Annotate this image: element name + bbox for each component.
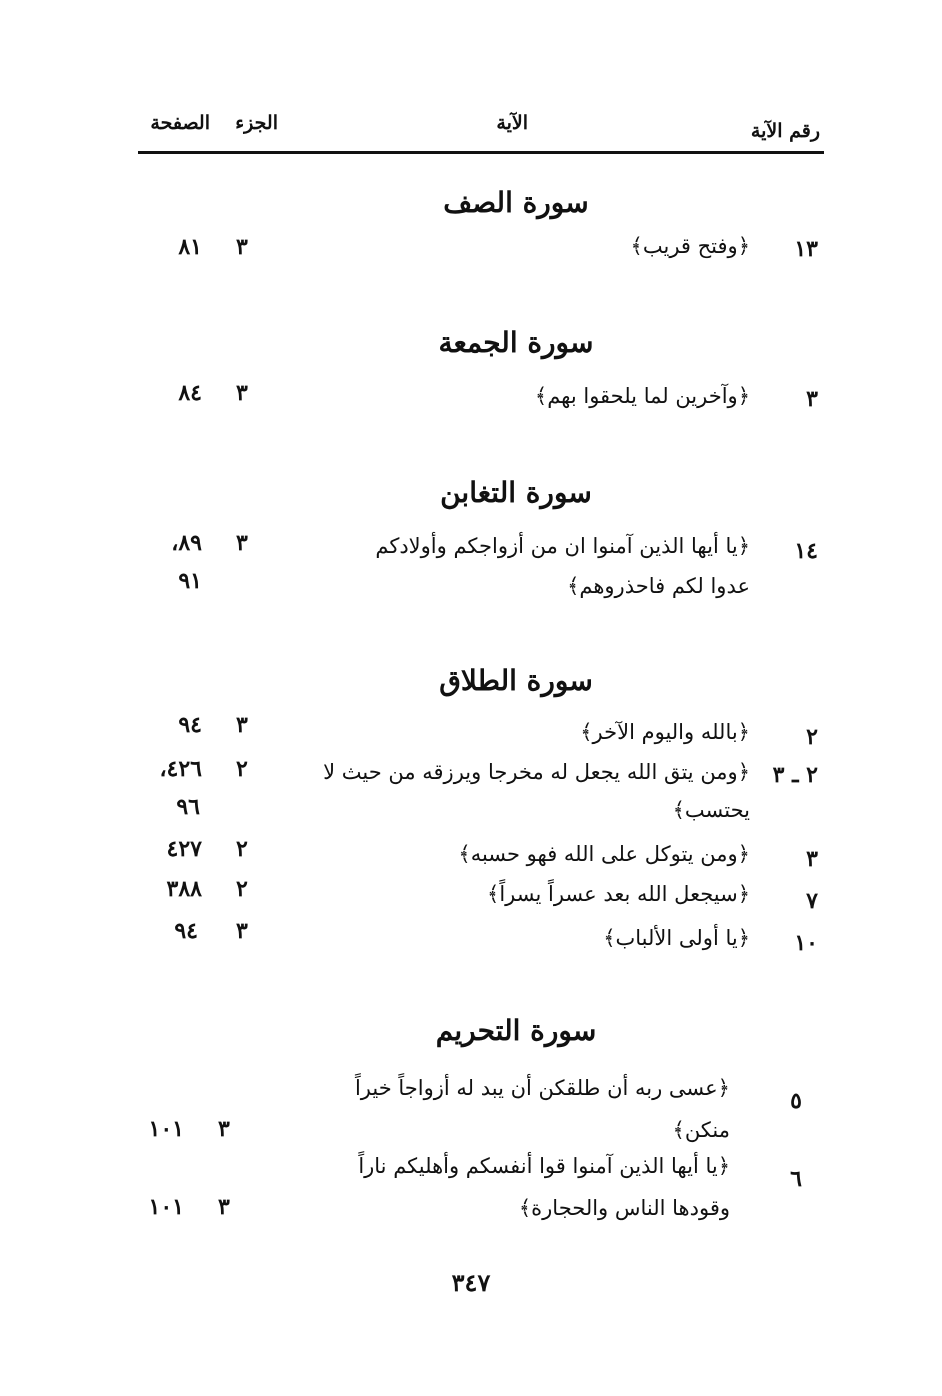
verse-text-line: منكن﴾ bbox=[672, 1118, 730, 1142]
verse-number: ٢ ـ ٣ bbox=[772, 762, 818, 788]
page-ref-continued: ٩٦ bbox=[176, 794, 200, 820]
verse-text: ﴿ومن يتوكل على الله فهو حسبه﴾ bbox=[458, 842, 750, 866]
verse-text-line: يحتسب﴾ bbox=[672, 798, 750, 822]
verse-text-line: ﴿يا أيها الذين آمنوا قوا أنفسكم وأهليكم ناراً bbox=[358, 1154, 730, 1178]
verse-text: ﴿بالله واليوم الآخر﴾ bbox=[580, 720, 750, 744]
verse-text: ﴿سيجعل الله بعد عسراً يسراً﴾ bbox=[487, 882, 750, 906]
verse-text: ﴿وفتح قريب﴾ bbox=[630, 234, 750, 258]
verse-text-line: ﴿يا أيها الذين آمنوا ان من أزواجكم وأولادكم bbox=[375, 534, 750, 558]
header-verse: الآية bbox=[496, 112, 528, 134]
page-ref: ٩٤ bbox=[174, 918, 198, 944]
verse-text-line: عدوا لكم فاحذروهم﴾ bbox=[567, 574, 750, 598]
page-ref: ٩٤ bbox=[178, 712, 202, 738]
surah-title: سورة الطلاق bbox=[439, 664, 593, 697]
part-number: ٢ bbox=[236, 756, 248, 782]
verse-text-line: ﴿ومن يتق الله يجعل له مخرجا ويرزقه من حيث لا bbox=[323, 760, 750, 784]
verse-text: ﴿وآخرين لما يلحقوا بهم﴾ bbox=[534, 384, 750, 408]
verse-text-line: ﴿عسى ربه أن طلقكن أن يبد له أزواجاً خيراً bbox=[354, 1076, 730, 1100]
page-ref: ٨١ bbox=[178, 234, 202, 260]
surah-title: سورة الجمعة bbox=[438, 326, 594, 359]
page-number: ٣٤٧ bbox=[451, 1268, 491, 1297]
header-part: الجزء bbox=[235, 112, 278, 134]
page-ref-continued: ٩١ bbox=[178, 568, 202, 594]
part-number: ٣ bbox=[218, 1194, 230, 1220]
part-number: ٣ bbox=[236, 918, 248, 944]
verse-number: ٦ bbox=[790, 1166, 802, 1192]
verse-number: ١٤ bbox=[794, 538, 818, 564]
part-number: ٢ bbox=[236, 836, 248, 862]
page-ref: ٤٢٧ bbox=[166, 836, 202, 862]
part-number: ٣ bbox=[236, 234, 248, 260]
page-ref: ١٠١ bbox=[148, 1116, 184, 1142]
part-number: ٢ bbox=[236, 876, 248, 902]
header-page: الصفحة bbox=[150, 112, 210, 134]
part-number: ٣ bbox=[236, 712, 248, 738]
table-header bbox=[138, 112, 824, 152]
page-ref: ٨٤ bbox=[178, 380, 202, 406]
surah-title: سورة الصف bbox=[443, 186, 589, 219]
verse-number: ٧ bbox=[806, 888, 818, 914]
verse-number: ١٣ bbox=[794, 236, 818, 262]
header-verse-number: رقم الآية bbox=[750, 120, 820, 142]
page-ref: ٣٨٨ bbox=[166, 876, 202, 902]
verse-number: ٣ bbox=[806, 386, 818, 412]
page-ref: ٨٩، bbox=[171, 530, 202, 556]
verse-number: ١٠ bbox=[794, 930, 818, 956]
verse-number: ٢ bbox=[806, 724, 818, 750]
part-number: ٣ bbox=[236, 530, 248, 556]
verse-text: ﴿يا أولى الألباب﴾ bbox=[603, 926, 750, 950]
header-rule bbox=[138, 151, 824, 154]
page-ref: ٤٢٦، bbox=[159, 756, 202, 782]
verse-number: ٣ bbox=[806, 846, 818, 872]
surah-title: سورة التغابن bbox=[440, 476, 592, 509]
verse-number: ٥ bbox=[790, 1088, 802, 1114]
surah-title: سورة التحريم bbox=[435, 1014, 597, 1047]
part-number: ٣ bbox=[218, 1116, 230, 1142]
part-number: ٣ bbox=[236, 380, 248, 406]
page-ref: ١٠١ bbox=[148, 1194, 184, 1220]
verse-text-line: وقودها الناس والحجارة﴾ bbox=[518, 1196, 730, 1220]
